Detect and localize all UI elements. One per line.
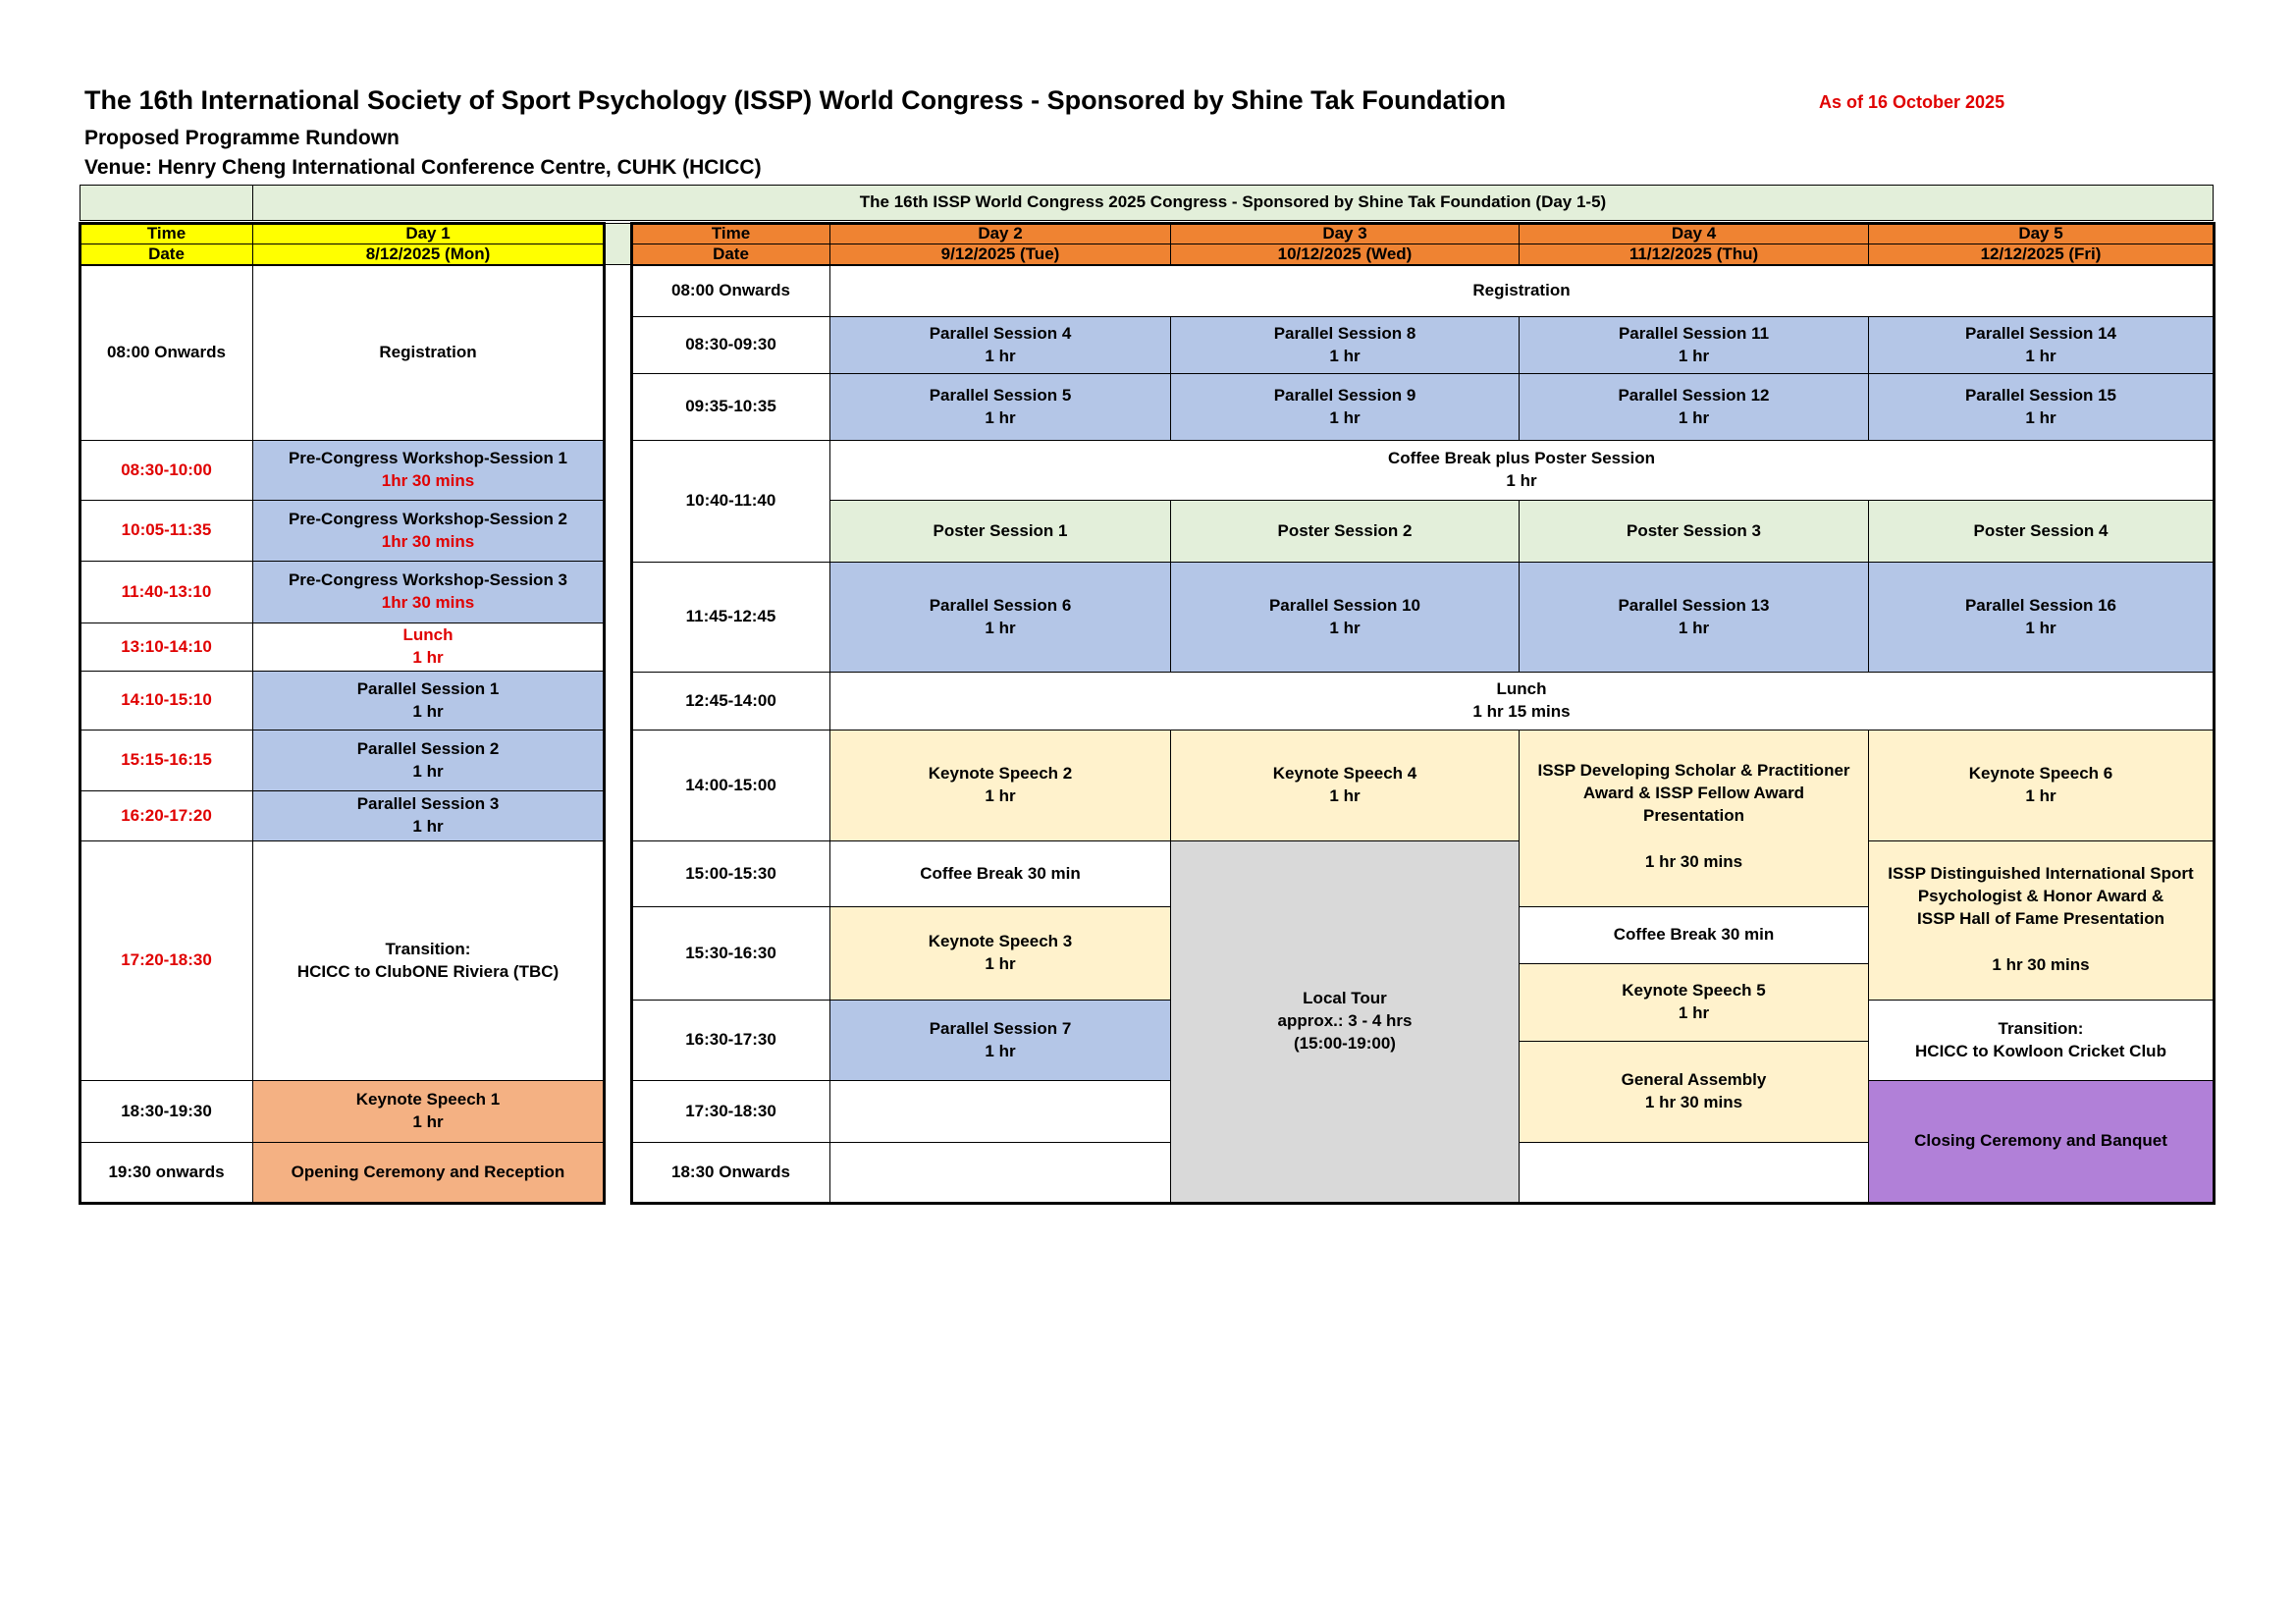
banner: The 16th ISSP World Congress 2025 Congress - Sponsored by Shine Tak Foundation (Day 1-5) [252, 185, 2214, 221]
venue-line: Venue: Henry Cheng International Conference Centre, CUHK (HCICC) [84, 156, 762, 179]
parallel-session-15: Parallel Session 15 1 hr [1868, 373, 2214, 441]
day1-time: 11:40-13:10 [80, 561, 253, 623]
day1-parallel-session-2: Parallel Session 2 1 hr [252, 730, 604, 791]
day1-time: 10:05-11:35 [80, 500, 253, 562]
day1-date-header: Date [80, 244, 253, 265]
day1-workshop-1: Pre-Congress Workshop-Session 1 1hr 30 mins [252, 440, 604, 501]
main-lunch: Lunch 1 hr 15 mins [829, 672, 2214, 731]
day1-workshop-3: Pre-Congress Workshop-Session 3 1hr 30 mins [252, 561, 604, 623]
day1-workshop-2: Pre-Congress Workshop-Session 2 1hr 30 mins [252, 500, 604, 562]
keynote-speech-3: Keynote Speech 3 1 hr [829, 906, 1171, 1001]
parallel-session-9: Parallel Session 9 1 hr [1170, 373, 1520, 441]
closing-ceremony: Closing Ceremony and Banquet [1868, 1080, 2214, 1203]
day2-coffee-break: Coffee Break 30 min [829, 840, 1171, 907]
general-assembly: General Assembly 1 hr 30 mins [1519, 1041, 1869, 1143]
page-subtitle: Proposed Programme Rundown [84, 127, 400, 149]
parallel-session-16: Parallel Session 16 1 hr [1868, 562, 2214, 673]
main-time: 15:30-16:30 [631, 906, 830, 1001]
day1-time: 16:20-17:20 [80, 790, 253, 841]
poster-session-1: Poster Session 1 [829, 500, 1171, 563]
day5-header: Day 5 [1868, 223, 2214, 244]
day3-date: 10/12/2025 (Wed) [1170, 244, 1520, 265]
day1-time: 19:30 onwards [80, 1142, 253, 1203]
main-time: 15:00-15:30 [631, 840, 830, 907]
day4-header: Day 4 [1519, 223, 1869, 244]
parallel-session-11: Parallel Session 11 1 hr [1519, 316, 1869, 374]
day2-date: 9/12/2025 (Tue) [829, 244, 1171, 265]
day1-time: 08:30-10:00 [80, 440, 253, 501]
distinguished-award: ISSP Distinguished International Sport Psychologist & Honor Award & ISSP Hall of Fame Presentation 1 hr 30 mins [1868, 840, 2214, 1001]
day5-transition: Transition: HCICC to Kowloon Cricket Club [1868, 1000, 2214, 1081]
day2-empty-slot [829, 1142, 1171, 1203]
gap-header [604, 223, 633, 265]
day4-empty-slot [1519, 1142, 1869, 1203]
day1-registration: Registration [252, 265, 604, 441]
parallel-session-13: Parallel Session 13 1 hr [1519, 562, 1869, 673]
day1-lunch: Lunch 1 hr [252, 623, 604, 672]
day1-transition: Transition: HCICC to ClubONE Riviera (TBC) [252, 840, 604, 1081]
main-time: 14:00-15:00 [631, 730, 830, 841]
day1-time: 18:30-19:30 [80, 1080, 253, 1143]
keynote-speech-2: Keynote Speech 2 1 hr [829, 730, 1171, 841]
day1-time: 15:15-16:15 [80, 730, 253, 791]
day5-date: 12/12/2025 (Fri) [1868, 244, 2214, 265]
day1-opening-ceremony: Opening Ceremony and Reception [252, 1142, 604, 1203]
poster-session-4: Poster Session 4 [1868, 500, 2214, 563]
day4-coffee-break: Coffee Break 30 min [1519, 906, 1869, 964]
poster-session-3: Poster Session 3 [1519, 500, 1869, 563]
main-time: 08:30-09:30 [631, 316, 830, 374]
day1-time: 14:10-15:10 [80, 671, 253, 731]
day1-day-header: Day 1 [252, 223, 604, 244]
day1-time: 08:00 Onwards [80, 265, 253, 441]
parallel-session-10: Parallel Session 10 1 hr [1170, 562, 1520, 673]
page-title: The 16th International Society of Sport Psychology (ISSP) World Congress - Sponsored by Shine Tak Foundation [84, 85, 1507, 115]
parallel-session-6: Parallel Session 6 1 hr [829, 562, 1171, 673]
main-time: 09:35-10:35 [631, 373, 830, 441]
parallel-session-5: Parallel Session 5 1 hr [829, 373, 1171, 441]
keynote-speech-5: Keynote Speech 5 1 hr [1519, 963, 1869, 1042]
main-time: 17:30-18:30 [631, 1080, 830, 1143]
main-time: 16:30-17:30 [631, 1000, 830, 1081]
day1-parallel-session-1: Parallel Session 1 1 hr [252, 671, 604, 731]
banner-corner [80, 185, 253, 221]
main-time: 18:30 Onwards [631, 1142, 830, 1203]
main-time: 10:40-11:40 [631, 440, 830, 563]
main-time-header: Time [631, 223, 830, 244]
parallel-session-12: Parallel Session 12 1 hr [1519, 373, 1869, 441]
day2-header: Day 2 [829, 223, 1171, 244]
parallel-session-7: Parallel Session 7 1 hr [829, 1000, 1171, 1081]
main-registration: Registration [829, 265, 2214, 317]
parallel-session-4: Parallel Session 4 1 hr [829, 316, 1171, 374]
day1-date: 8/12/2025 (Mon) [252, 244, 604, 265]
as-of-date: As of 16 October 2025 [1819, 92, 2005, 112]
day1-keynote-1: Keynote Speech 1 1 hr [252, 1080, 604, 1143]
day1-parallel-session-3: Parallel Session 3 1 hr [252, 790, 604, 841]
day3-header: Day 3 [1170, 223, 1520, 244]
coffee-poster-session: Coffee Break plus Poster Session 1 hr [829, 440, 2214, 501]
main-time: 12:45-14:00 [631, 672, 830, 731]
day1-time: 13:10-14:10 [80, 623, 253, 672]
main-date-header: Date [631, 244, 830, 265]
developing-scholar-award: ISSP Developing Scholar & Practitioner Award & ISSP Fellow Award Presentation 1 hr 30 mins [1519, 730, 1869, 907]
day1-time-header: Time [80, 223, 253, 244]
parallel-session-8: Parallel Session 8 1 hr [1170, 316, 1520, 374]
keynote-speech-6: Keynote Speech 6 1 hr [1868, 730, 2214, 841]
local-tour: Local Tour approx.: 3 - 4 hrs (15:00-19:00) [1170, 840, 1520, 1203]
poster-session-2: Poster Session 2 [1170, 500, 1520, 563]
main-time: 11:45-12:45 [631, 562, 830, 673]
main-time: 08:00 Onwards [631, 265, 830, 317]
day2-empty-slot [829, 1080, 1171, 1143]
parallel-session-14: Parallel Session 14 1 hr [1868, 316, 2214, 374]
day1-time: 17:20-18:30 [80, 840, 253, 1081]
keynote-speech-4: Keynote Speech 4 1 hr [1170, 730, 1520, 841]
day4-date: 11/12/2025 (Thu) [1519, 244, 1869, 265]
